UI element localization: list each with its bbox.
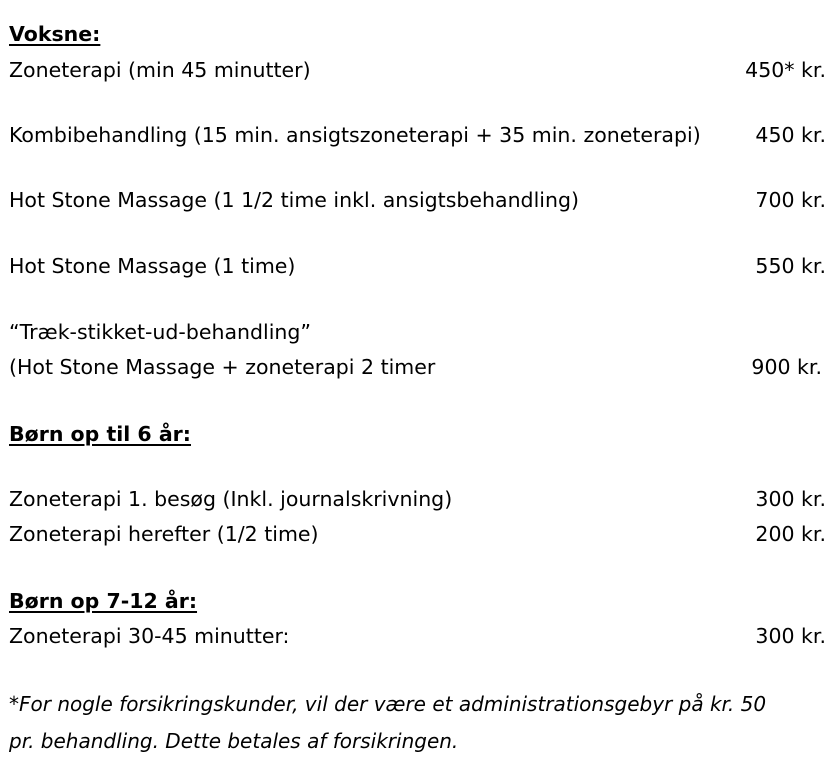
price-item-price: 200 kr.	[755, 522, 826, 546]
price-item-price: 450 kr.	[755, 123, 826, 147]
price-item-price: 900 kr.	[751, 355, 822, 379]
price-item-label: Zoneterapi 1. besøg (Inkl. journalskrivning)	[9, 487, 453, 511]
section-heading-children-7-12: Børn op 7-12 år:	[9, 589, 198, 613]
section-heading-children-under-6: Børn op til 6 år:	[9, 422, 191, 446]
price-item-price: 300 kr.	[755, 487, 826, 511]
price-item-label: Zoneterapi herefter (1/2 time)	[9, 522, 319, 546]
price-item-label-line2: (Hot Stone Massage + zoneterapi 2 timer	[9, 355, 436, 379]
price-item-label: Kombibehandling (15 min. ansigtszoneterapi + 35 min. zoneterapi)	[9, 123, 701, 147]
price-item-price: 550 kr.	[755, 254, 826, 278]
footnote-line1: *For nogle forsikringskunder, vil der være et administrationsgebyr på kr. 50	[9, 692, 767, 716]
footnote-line2: pr. behandling. Dette betales af forsikringen.	[9, 729, 459, 753]
section-heading-adults: Voksne:	[9, 22, 101, 46]
price-item-label: Hot Stone Massage (1 time)	[9, 254, 296, 278]
price-item-label: Zoneterapi (min 45 minutter)	[9, 58, 311, 82]
price-item-price: 450* kr.	[745, 58, 826, 82]
price-item-label-line1: “Træk-stikket-ud-behandling”	[9, 320, 312, 344]
price-item-label: Zoneterapi 30-45 minutter:	[9, 624, 290, 648]
price-item-price: 300 kr.	[755, 624, 826, 648]
price-item-price: 700 kr.	[755, 188, 826, 212]
price-item-label: Hot Stone Massage (1 1/2 time inkl. ansigtsbehandling)	[9, 188, 579, 212]
